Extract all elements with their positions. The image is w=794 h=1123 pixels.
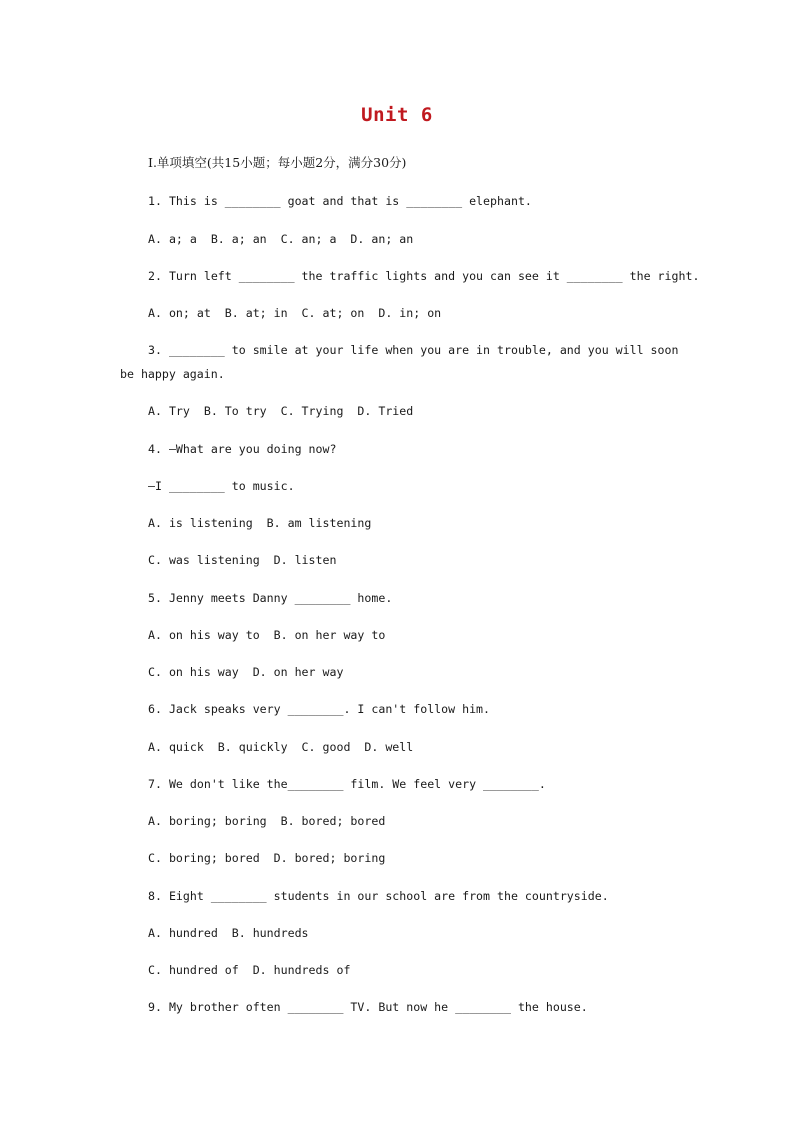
question-2-options: A. on; at B. at; in C. at; on D. in; on: [148, 306, 442, 320]
question-4-options-ab: A. is listening B. am listening: [148, 516, 372, 530]
question-5: 5. Jenny meets Danny ________ home.: [148, 591, 393, 605]
page-title: Unit 6: [361, 104, 433, 126]
question-6: 6. Jack speaks very ________. I can't follow him.: [148, 702, 491, 716]
question-9: 9. My brother often ________ TV. But now he ________ the house.: [148, 1000, 588, 1014]
question-5-options-ab: A. on his way to B. on her way to: [148, 628, 386, 642]
question-7: 7. We don't like the________ film. We feel very ________.: [148, 777, 546, 791]
section-heading: Ⅰ.单项填空(共15小题；每小题2分，满分30分): [148, 155, 407, 170]
question-4-response: —I ________ to music.: [148, 479, 295, 493]
question-8-options-ab: A. hundred B. hundreds: [148, 926, 309, 940]
question-2: 2. Turn left ________ the traffic lights and you can see it ________ the right.: [148, 269, 700, 283]
question-8-options-cd: C. hundred of D. hundreds of: [148, 963, 351, 977]
question-7-options-cd: C. boring; bored D. bored; boring: [148, 851, 386, 865]
question-3-continuation: be happy again.: [120, 367, 225, 381]
question-3-options: A. Try B. To try C. Trying D. Tried: [148, 404, 414, 418]
question-8: 8. Eight ________ students in our school are from the countryside.: [148, 889, 609, 903]
question-6-options: A. quick B. quickly C. good D. well: [148, 740, 414, 754]
question-1-options: A. a; a B. a; an C. an; a D. an; an: [148, 232, 414, 246]
question-4: 4. —What are you doing now?: [148, 442, 337, 456]
question-4-options-cd: C. was listening D. listen: [148, 553, 337, 567]
question-1: 1. This is ________ goat and that is ________ elephant.: [148, 194, 532, 208]
question-3: 3. ________ to smile at your life when you are in trouble, and you will soon: [148, 343, 679, 357]
question-5-options-cd: C. on his way D. on her way: [148, 665, 344, 679]
question-7-options-ab: A. boring; boring B. bored; bored: [148, 814, 386, 828]
